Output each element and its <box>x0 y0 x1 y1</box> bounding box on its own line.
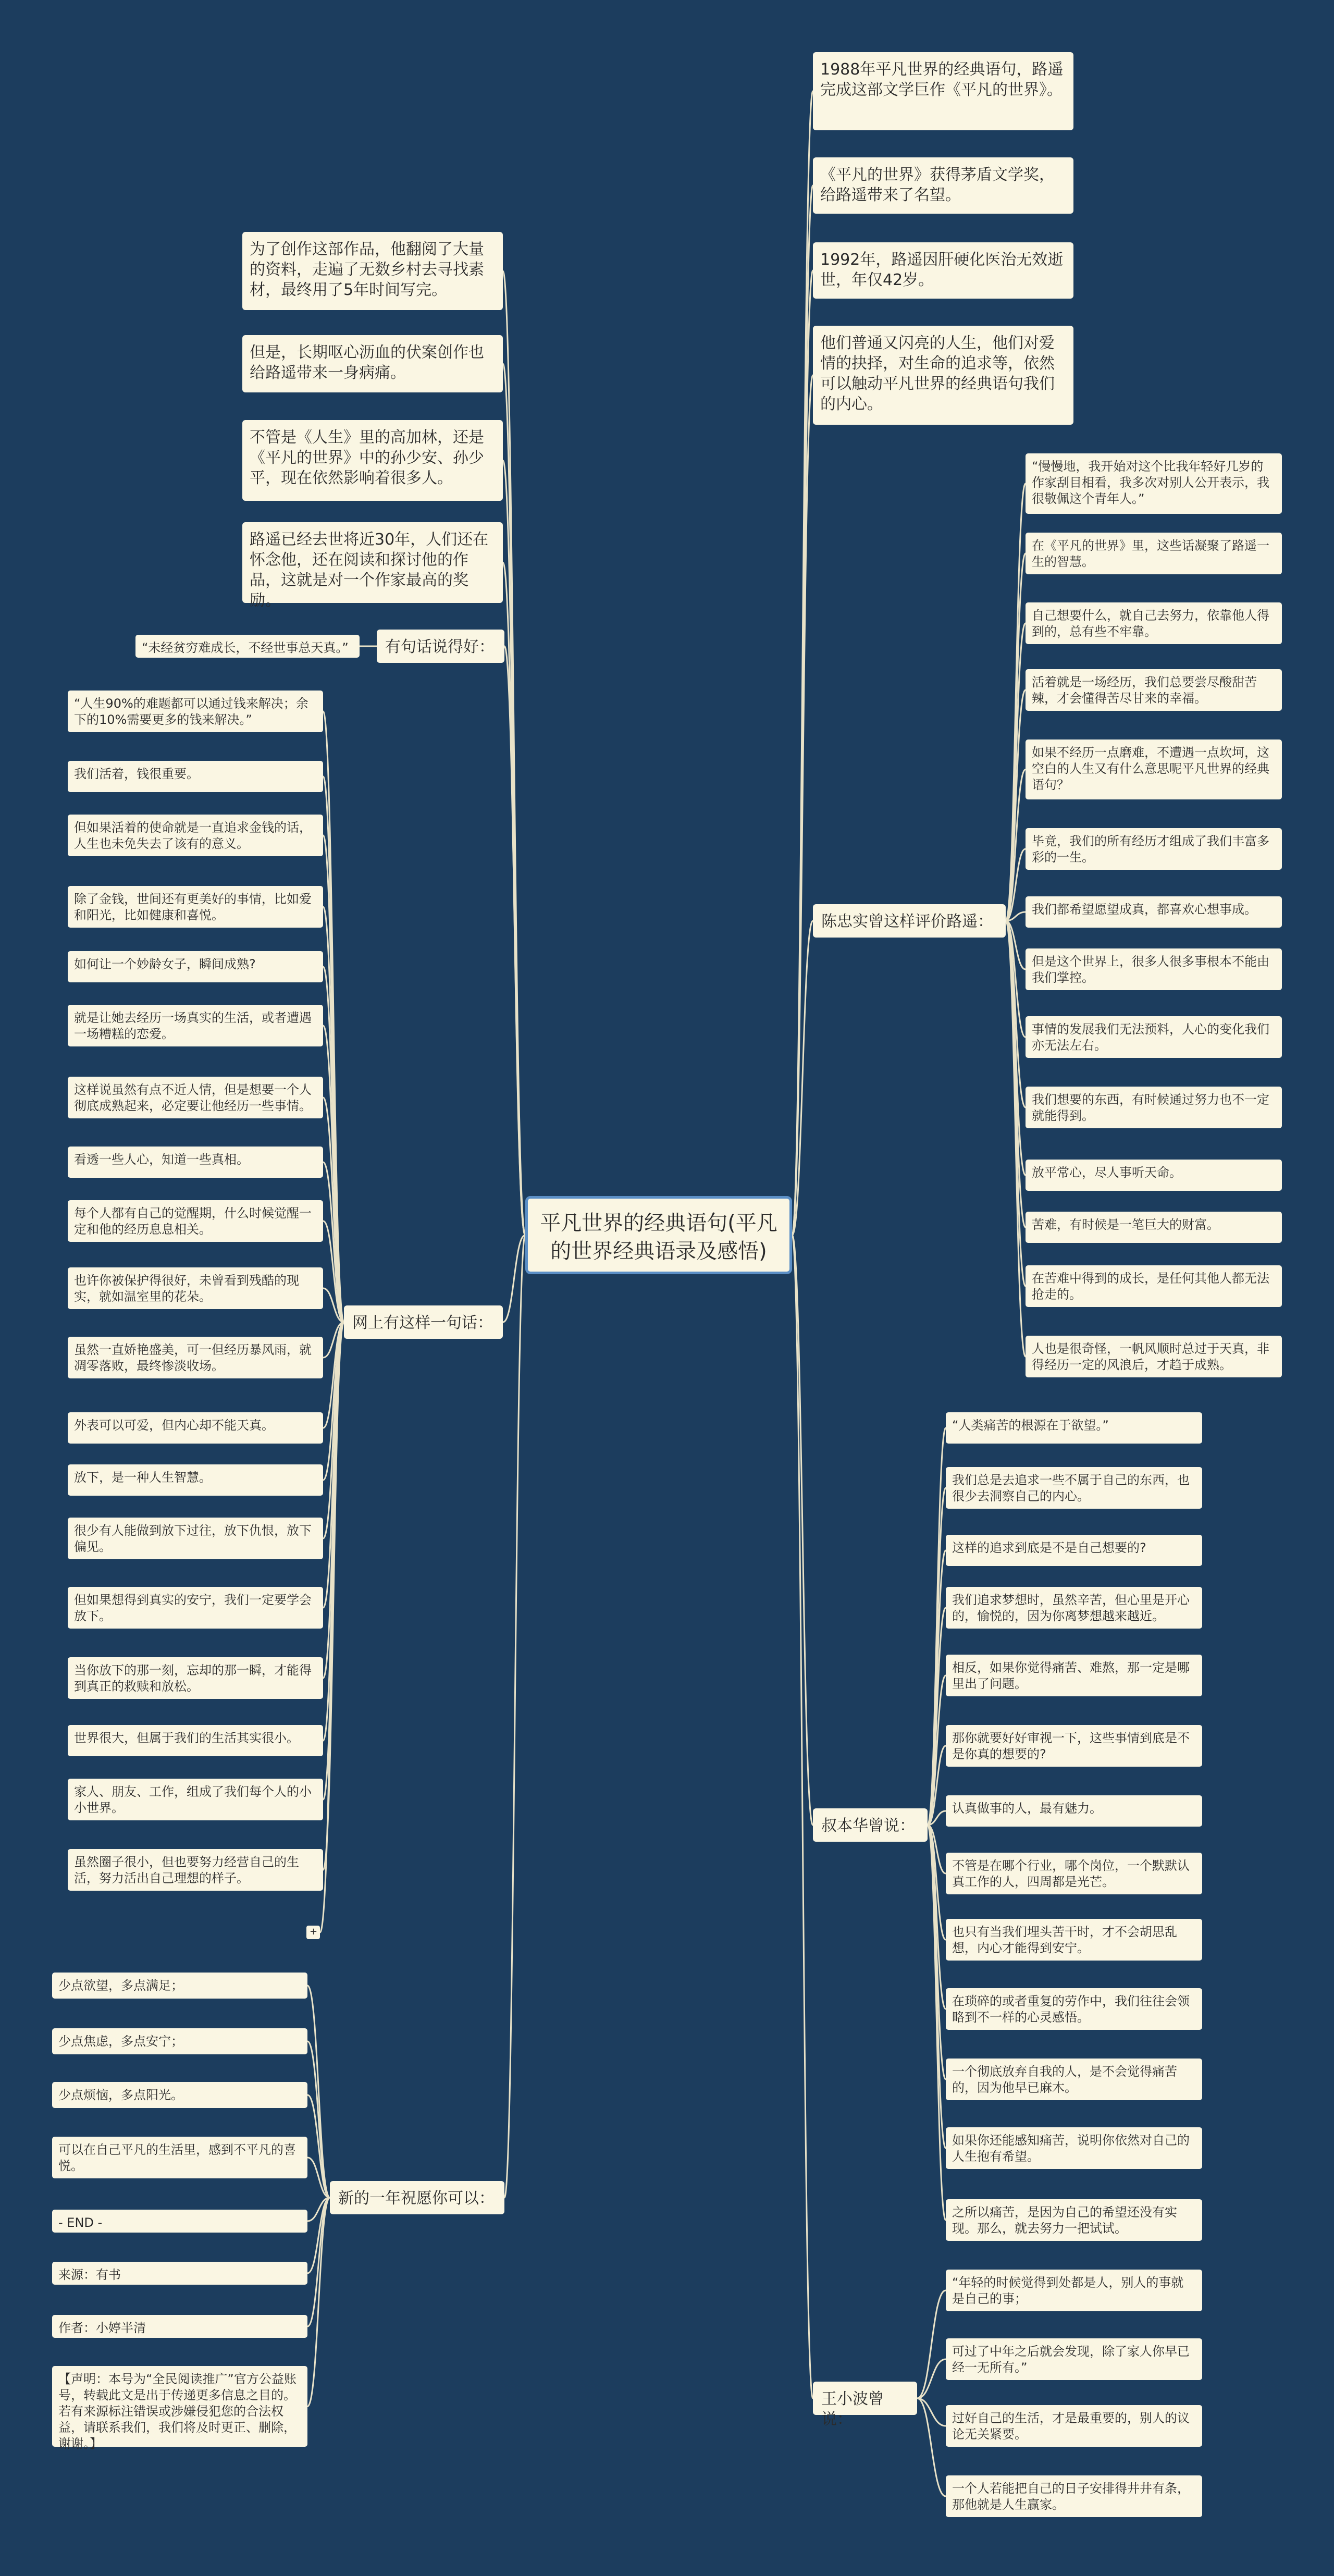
branch-0-item-10[interactable]: 放平常心，尽人事听天命。 <box>1026 1160 1282 1191</box>
left-branch-1-item-2[interactable]: 但如果活着的使命就是一直追求金钱的话，人生也未免失去了该有的意义。 <box>68 815 323 856</box>
left-branch-2-item-3[interactable]: 可以在自己平凡的生活里，感到不平凡的喜悦。 <box>52 2137 307 2178</box>
branch-link <box>307 1986 330 2198</box>
left-branch-1-item-1[interactable]: 我们活着，钱很重要。 <box>68 761 323 792</box>
root-topic[interactable]: 平凡世界的经典语句(平凡的世界经典语录及感悟) <box>525 1196 792 1274</box>
branch-1-item-11[interactable]: 如果你还能感知痛苦，说明你依然对自己的人生抱有希望。 <box>946 2127 1202 2169</box>
branch-1-item-1[interactable]: 我们总是去追求一些不属于自己的东西，也很少去洞察自己的内心。 <box>946 1467 1202 1509</box>
left-branch-1-item-11[interactable]: 外表可以可爱，但内心却不能天真。 <box>68 1412 323 1444</box>
branch-1-item-5[interactable]: 那你就要好好审视一下，这些事情到底是不是你真的想要的? <box>946 1725 1202 1767</box>
branch-1-item-7[interactable]: 不管是在哪个行业，哪个岗位，一个默默认真工作的人，四周都是光芒。 <box>946 1853 1202 1894</box>
branch-link <box>917 2290 946 2398</box>
left-branch-1-item-15[interactable]: 当你放下的那一刻，忘却的那一瞬，才能得到真正的救赎和放松。 <box>68 1657 323 1699</box>
left-branch-1-item-0[interactable]: “人生90%的难题都可以通过钱来解决；余下的10%需要更多的钱来解决。” <box>68 691 323 732</box>
branch-0-item-11[interactable]: 苦难，有时候是一笔巨大的财富。 <box>1026 1212 1282 1243</box>
right-topic-1[interactable]: 《平凡的世界》获得茅盾文学奖，给路遥带来了名望。 <box>813 157 1073 214</box>
left-branch-1-item-7[interactable]: 看透一些人心，知道一些真相。 <box>68 1147 323 1178</box>
left-branch-1-item-6[interactable]: 这样说虽然有点不近人情，但是想要一个人彻底成熟起来，必定要让他经历一些事情。 <box>68 1077 323 1118</box>
left-topic-0[interactable]: 为了创作这部作品，他翻阅了大量的资料，走遍了无数乡村去寻找素材，最终用了5年时间写完。 <box>242 232 503 310</box>
branch-link <box>307 2198 330 2407</box>
branch-1-item-9[interactable]: 在琐碎的或者重复的劳作中，我们往往会领略到不一样的心灵感悟。 <box>946 1988 1202 2030</box>
left-branch-0-label[interactable]: 有句话说得好： <box>377 630 504 663</box>
left-branch-1-item-12[interactable]: 放下，是一种人生智慧。 <box>68 1464 323 1496</box>
left-branch-1-item-5[interactable]: 就是让她去经历一场真实的生活，或者遭遇一场糟糕的恋爱。 <box>68 1005 323 1046</box>
branch-link <box>928 1488 946 1825</box>
branch-0-label[interactable]: 陈忠实曾这样评价路遥： <box>813 904 1006 938</box>
branch-2-item-0[interactable]: “年轻的时候觉得到处都是人，别人的事就是自己的事； <box>946 2270 1202 2311</box>
left-branch-2-item-0[interactable]: 少点欲望，多点满足； <box>52 1973 307 1999</box>
left-branch-1-item-10[interactable]: 虽然一直娇艳盛美，可一但经历暴风雨，就凋零落败，最终惨淡收场。 <box>68 1337 323 1378</box>
left-branch-1-item-17[interactable]: 家人、朋友、工作，组成了我们每个人的小小世界。 <box>68 1779 323 1820</box>
branch-link <box>917 2359 946 2398</box>
left-branch-2-item-7[interactable]: 【声明：本号为“全民阅读推广”官方公益账号，转载此文是出于传递更多信息之目的。若有来源标注错误或涉嫌侵犯您的合法权益，请联系我们，我们将及时更正、删除，谢谢。】 <box>52 2366 307 2447</box>
left-topic-3[interactable]: 路遥已经去世将近30年，人们还在怀念他，还在阅读和探讨他的作品，这就是对一个作家最高的奖励。 <box>242 522 503 603</box>
left-branch-2-item-1[interactable]: 少点焦虑，多点安宁； <box>52 2028 307 2054</box>
branch-link <box>1006 623 1026 921</box>
branch-2-item-3[interactable]: 一个人若能把自己的日子安排得井井有条，那他就是人生赢家。 <box>946 2475 1202 2517</box>
branch-1-item-12[interactable]: 之所以痛苦，是因为自己的希望还没有实现。那么，就去努力一把试试。 <box>946 2199 1202 2241</box>
left-branch-2-item-2[interactable]: 少点烦恼，多点阳光。 <box>52 2082 307 2108</box>
branch-0-item-9[interactable]: 我们想要的东西，有时候通过努力也不一定就能得到。 <box>1026 1087 1282 1128</box>
branch-link <box>307 2041 330 2198</box>
left-branch-2-item-4[interactable]: - END - <box>52 2210 307 2233</box>
root-link <box>792 1235 813 2398</box>
branch-0-item-0[interactable]: “慢慢地，我开始对这个比我年轻好几岁的作家刮目相看，我多次对别人公开表示，我很敬佩这个青年人。” <box>1026 453 1282 514</box>
root-link <box>792 375 813 1235</box>
branch-link <box>323 907 344 1322</box>
left-branch-1-item-18[interactable]: 虽然圈子很小，但也要努力经营自己的生活，努力活出自己理想的样子。 <box>68 1849 323 1891</box>
left-branch-1-item-13[interactable]: 很少有人能做到放下过往，放下仇恨，放下偏见。 <box>68 1518 323 1559</box>
branch-2-label[interactable]: 王小波曾说： <box>813 2382 917 2415</box>
left-topic-1[interactable]: 但是，长期呕心沥血的伏案创作也给路遥带来一身病痛。 <box>242 335 503 392</box>
left-topic-2[interactable]: 不管是《人生》里的高加林，还是《平凡的世界》中的孙少安、孙少平，现在依然影响着很多人。 <box>242 420 503 501</box>
left-branch-1-item-14[interactable]: 但如果想得到真实的安宁，我们一定要学会放下。 <box>68 1587 323 1629</box>
branch-0-item-8[interactable]: 事情的发展我们无法预料，人心的变化我们亦无法左右。 <box>1026 1016 1282 1058</box>
branch-0-item-1[interactable]: 在《平凡的世界》里，这些话凝聚了路遥一生的智慧。 <box>1026 533 1282 574</box>
branch-1-item-4[interactable]: 相反，如果你觉得痛苦、难熬，那一定是哪里出了问题。 <box>946 1655 1202 1696</box>
right-topic-3[interactable]: 他们普通又闪亮的人生，他们对爱情的抉择，对生命的追求等，依然可以触动平凡世界的经典语句我们的内心。 <box>813 326 1073 425</box>
left-branch-1-item-4[interactable]: 如何让一个妙龄女子，瞬间成熟? <box>68 951 323 982</box>
right-topic-0[interactable]: 1988年平凡世界的经典语句，路遥完成这部文学巨作《平凡的世界》。 <box>813 52 1073 130</box>
right-topic-2[interactable]: 1992年，路遥因肝硬化医治无效逝世，年仅42岁。 <box>813 242 1073 299</box>
expand-more-marker[interactable]: + <box>306 1926 320 1939</box>
branch-1-item-2[interactable]: 这样的追求到底是不是自己想要的? <box>946 1535 1202 1566</box>
branch-1-item-10[interactable]: 一个彻底放弃自我的人，是不会觉得痛苦的，因为他早已麻木。 <box>946 2059 1202 2100</box>
branch-link <box>928 1428 946 1825</box>
branch-0-item-4[interactable]: 如果不经历一点磨难，不遭遇一点坎坷，这空白的人生又有什么意思呢平凡世界的经典语句？ <box>1026 739 1282 799</box>
branch-1-item-8[interactable]: 也只有当我们埋头苦干时，才不会胡思乱想，内心才能得到安宁。 <box>946 1919 1202 1961</box>
left-branch-1-label[interactable]: 网上有这样一句话： <box>344 1305 503 1339</box>
branch-1-item-3[interactable]: 我们追求梦想时，虽然辛苦，但心里是开心的，愉悦的，因为你离梦想越来越近。 <box>946 1587 1202 1629</box>
branch-0-item-7[interactable]: 但是这个世界上，很多人很多事根本不能由我们掌控。 <box>1026 948 1282 990</box>
root-link <box>504 646 525 1235</box>
branch-0-item-3[interactable]: 活着就是一场经历，我们总要尝尽酸甜苦辣，才会懂得苦尽甘来的幸福。 <box>1026 669 1282 711</box>
branch-2-item-2[interactable]: 过好自己的生活，才是最重要的，别人的议论无关紧要。 <box>946 2405 1202 2447</box>
left-branch-1-item-3[interactable]: 除了金钱，世间还有更美好的事情，比如爱和阳光，比如健康和喜悦。 <box>68 886 323 928</box>
branch-0-item-12[interactable]: 在苦难中得到的成长，是任何其他人都无法抢走的。 <box>1026 1265 1282 1307</box>
branch-1-label[interactable]: 叔本华曾说： <box>813 1808 928 1842</box>
branch-0-item-2[interactable]: 自己想要什么，就自己去努力，依靠他人得到的，总有些不牢靠。 <box>1026 602 1282 644</box>
branch-0-item-5[interactable]: 毕竟，我们的所有经历才组成了我们丰富多彩的一生。 <box>1026 828 1282 870</box>
left-branch-2-item-5[interactable]: 来源：有书 <box>52 2262 307 2285</box>
left-branch-1-item-8[interactable]: 每个人都有自己的觉醒期，什么时候觉醒一定和他的经历息息相关。 <box>68 1200 323 1242</box>
left-branch-0-item-0[interactable]: “未经贫穷难成长，不经世事总天真。” <box>135 635 360 658</box>
left-branch-2-label[interactable]: 新的一年祝愿你可以： <box>330 2181 504 2214</box>
root-link <box>504 1235 525 2198</box>
left-branch-2-item-6[interactable]: 作者：小婷半清 <box>52 2315 307 2338</box>
branch-1-item-6[interactable]: 认真做事的人，最有魅力。 <box>946 1795 1202 1827</box>
branch-2-item-1[interactable]: 可过了中年之后就会发现，除了家人你早已经一无所有。” <box>946 2338 1202 2380</box>
branch-0-item-6[interactable]: 我们都希望愿望成真，都喜欢心想事成。 <box>1026 896 1282 928</box>
branch-1-item-0[interactable]: “人类痛苦的根源在于欲望。” <box>946 1412 1202 1444</box>
branch-link <box>1006 553 1026 921</box>
left-branch-1-item-16[interactable]: 世界很大，但属于我们的生活其实很小。 <box>68 1725 323 1756</box>
left-branch-1-item-9[interactable]: 也许你被保护得很好，未曾看到残酷的现实，就如温室里的花朵。 <box>68 1267 323 1309</box>
branch-0-item-13[interactable]: 人也是很奇怪，一帆风顺时总过于天真，非得经历一定的风浪后，才趋于成熟。 <box>1026 1336 1282 1377</box>
